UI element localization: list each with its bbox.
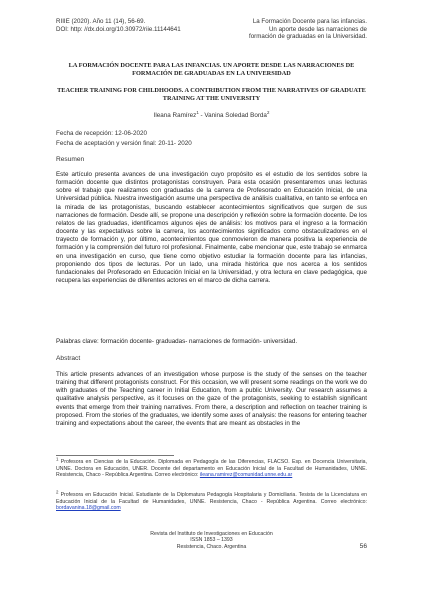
accepted-date: Fecha de aceptación y versión final: 20-11- 2020 (56, 140, 192, 147)
journal-location: Resistencia, Chaco. Argentina (176, 543, 247, 550)
abstract-body: This article presents advances of an investigation whose purpose is the study of the senses on the teacher training that different protagonists construct. For this occasion, we will present some readings on the work we do with graduates of the Teaching career in Initial Education, from a public University. Our research assumes a qualitative analysis perspective, as it focuses on the gaze of the protagonists, seeking to establish significant events that emerge from their training narratives. From there, a description and reflection on teacher training is proposed. From the stories of the graduates, we identify some axes of analysis: the reasons for entering teacher training and expectations about the career, the events that are meant as obstacles in the (56, 371, 367, 427)
author-separator: - (198, 112, 205, 119)
footnote-number: 1 (56, 456, 59, 462)
footnote-2 (56, 489, 367, 512)
resumen-heading: Resumen (56, 156, 85, 163)
citation-line: RIIIE (2020). Año 11 (14), 56-69. (56, 18, 146, 25)
resumen-body: Este artículo presenta avances de una investigación cuyo propósito es el estudio de los sentidos sobre la formación docente que distintos protagonistas construyen. Para esta ocasión presentaremos unas lecturas sobre el trabajo que realizamos con graduadas de la carrera de Profesorado en Educación Inicial, de una Universidad pública. Nuestra investigación asume una perspectiva de análisis cualitativa, en tanto se enfoca en la mirada de las protagonistas, buscando establecer acontecimientos significativos que surgen de sus narraciones de formación. Desde allí, se propone una descripción y reflexión sobre la formación docente. De los relatos de las graduadas, identificamos algunos ejes de análisis: los motivos para el ingreso a la formación docente y las expectativas sobre la carrera, los acontecimientos significados como obstaculizadores en el trayecto de formación y, por último, acontecimientos que conmovieron de manera positiva la experiencia de formación y la comprensión del futuro rol profesional. Finalmente, cabe mencionar que, este trabajo se enmarca en una investigación en curso, que tiene como objetivo estudiar la formación docente para las infancias, proponiendo dos tipos de lecturas. Por un lado, una mirada histórica que nos acerca a los sentidos fundacionales del Profesorado en Educación Inicial en la Universidad, y otra lectura en clave pedagógica, que recupera las experiencias de diferentes actores en el marco de dicha carrera. (56, 171, 367, 285)
citation-block (56, 18, 181, 41)
page-number: 56 (359, 543, 367, 550)
author-line (56, 109, 367, 119)
doi-line: DOI: http: //dx.doi.org/10.30972/riie.11144641 (56, 25, 181, 33)
footnote-text: Profesora en Ciencias de la Educación. Diplomada en Pedagogía de las Diferencias, FLACSO. Esp. en Docencia Universitaria, UNNE. Doctora en Educación, UNER. Docente del departamento en Educación Inicial de la Facultad de Humanidades, UNNE. Resistencia, Chaco - República Argentina. Correo electrónico: (56, 459, 367, 479)
running-title-line: formación de graduadas en la Universidad. (249, 33, 367, 41)
footnote-1 (56, 456, 367, 479)
journal-name: Revista del Instituto de Investigaciones en Educación (150, 531, 273, 537)
running-title-line: Un aporte desde las narraciones de (268, 25, 367, 33)
running-title-line: La Formación Docente para las infancias. (252, 18, 367, 25)
footnote-divider (56, 455, 174, 456)
abstract-heading: Abstract (56, 355, 81, 362)
dates-block (56, 129, 367, 149)
footnote-marker: 2 (266, 109, 270, 115)
title-english: TEACHER TRAINING FOR CHILDHOODS. A CONTRIBUTION FROM THE NARRATIVES OF GRADUATE TRAINING AT THE UNIVERSITY (57, 87, 366, 102)
email-link[interactable]: ileana.ramirez@comunidad.unne.edu.ar (199, 472, 293, 479)
email-link[interactable]: bordavanina.18@gmail.com (56, 505, 121, 512)
footnote-number: 2 (56, 489, 59, 495)
footnote-text: Profesora en Educación Inicial. Estudiante de la Diplomatura Pedagogía Hospitalaria y Domiciliaria. Tesista de la Licenciatura en Educación Inicial de la Facultad de Humanidades, UNNE. Resistencia, Chaco - República Argentina. Correo electrónico: (56, 492, 367, 505)
author-name: Vanina Soledad Borda (204, 112, 267, 119)
article-title-block (56, 62, 367, 102)
keywords-line: Palabras clave: formación docente- graduadas- narraciones de formación- universidad. (56, 338, 298, 345)
title-spanish: LA FORMACIÓN DOCENTE PARA LAS INFANCIAS. UN APORTE DESDE LAS NARRACIONES DE FORMACIÓN DE GRADUADAS EN LA UNIVERSIDAD (68, 62, 355, 77)
journal-issn: ISSN 1853 – 1393 (190, 537, 233, 544)
journal-footer (56, 531, 367, 550)
footnote-marker: 1 (196, 109, 199, 115)
running-title (249, 18, 367, 41)
running-header (56, 18, 367, 41)
author-name: Ileana Ramírez (153, 112, 197, 119)
received-date: Fecha de recepción: 12-06-2020 (56, 130, 148, 137)
